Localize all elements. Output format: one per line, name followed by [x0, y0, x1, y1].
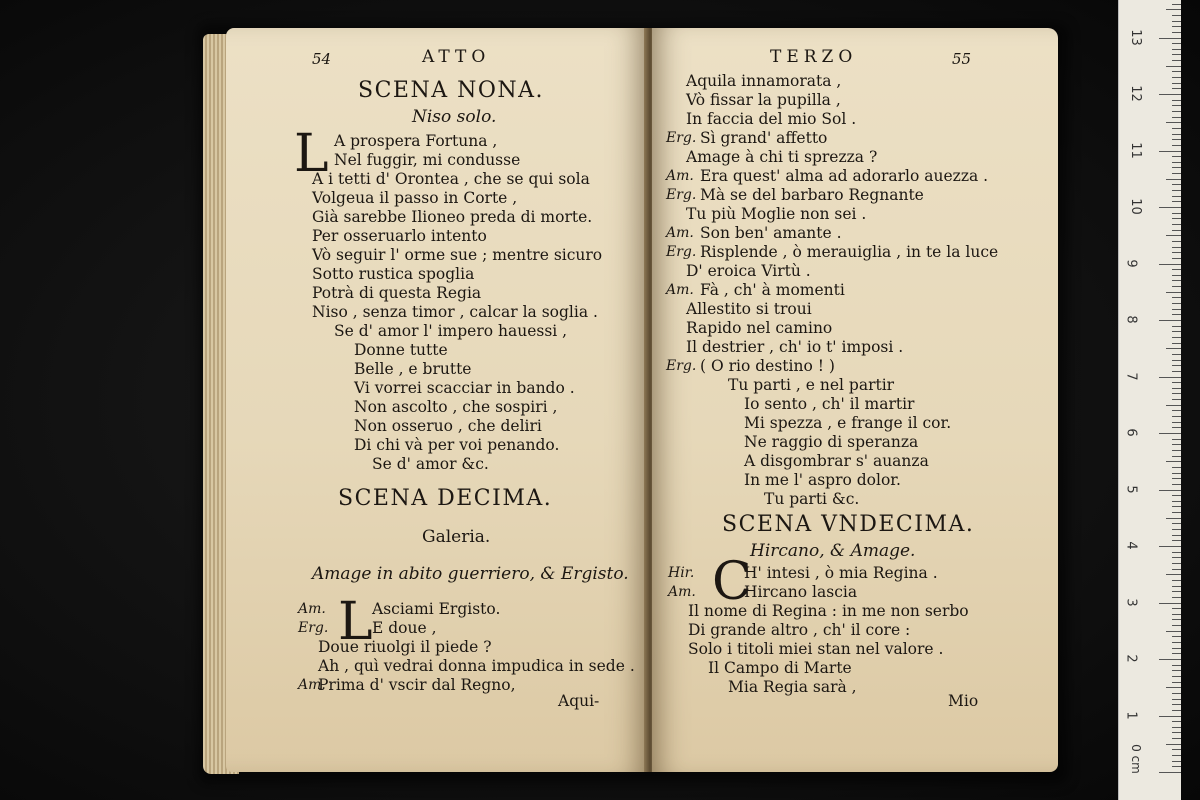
verse-line: Vò seguir l' orme sue ; mentre sicuro [312, 246, 603, 264]
ruler-tick [1172, 766, 1181, 767]
ruler-tick [1172, 506, 1181, 507]
scene-eleven-title: SCENA VNDECIMA. [722, 512, 975, 537]
ruler-tick [1166, 179, 1181, 180]
ruler-tick [1166, 518, 1181, 519]
ruler-tick [1172, 699, 1181, 700]
ruler-tick [1172, 196, 1181, 197]
verse-line: A i tetti d' Orontea , che se qui sola [312, 170, 590, 188]
ruler-tick [1172, 557, 1181, 558]
ruler-tick [1159, 546, 1181, 547]
ruler-tick [1172, 410, 1181, 411]
dialogue-line: Hircano lascia [744, 583, 858, 601]
verse-line: Non ascolto , che sospiri , [354, 398, 558, 416]
dialogue-line: Amage à chi ti sprezza ? [686, 148, 878, 166]
ruler-tick [1159, 38, 1181, 39]
ruler-tick [1172, 382, 1181, 383]
ruler-tick [1172, 552, 1181, 553]
ruler-tick [1172, 704, 1181, 705]
ruler-tick [1172, 625, 1181, 626]
ruler-tick [1172, 365, 1181, 366]
ruler-tick [1172, 416, 1181, 417]
verse-line: Donne tutte [354, 341, 448, 359]
ruler-tick [1159, 151, 1181, 152]
ruler-tick [1172, 100, 1181, 101]
ruler-tick [1172, 580, 1181, 581]
dialogue-line: Tu parti &c. [764, 490, 860, 508]
speaker-label: Erg. [666, 187, 697, 203]
verse-line: Potrà di questa Regia [312, 284, 482, 302]
drop-cap-scene-nine: L [294, 124, 329, 184]
speaker-label: Am. [666, 282, 694, 298]
ruler-tick [1172, 642, 1181, 643]
ruler-tick [1172, 761, 1181, 762]
ruler-tick [1159, 94, 1181, 95]
speaker-label: Am. [298, 601, 326, 617]
ruler-tick [1159, 377, 1181, 378]
ruler-tick [1172, 676, 1181, 677]
speaker-label: Am. [298, 677, 326, 693]
ruler-tick [1172, 77, 1181, 78]
page-number-left: 54 [312, 50, 332, 68]
ruler-tick [1172, 586, 1181, 587]
verse-line: Per osseruarlo intento [312, 227, 487, 245]
dialogue-line: Il destrier , ch' io t' imposi . [686, 338, 904, 356]
ruler-number: 7 [1123, 371, 1139, 381]
dialogue-line: Solo i titoli miei stan nel valore . [688, 640, 944, 658]
right-page [652, 28, 1058, 772]
verse-line: Niso , senza timor , calcar la soglia . [312, 303, 598, 321]
verse-line: Sotto rustica spoglia [312, 265, 475, 283]
ruler-number: 3 [1123, 597, 1139, 607]
ruler-tick [1172, 749, 1181, 750]
ruler-tick [1172, 252, 1181, 253]
ruler-tick [1166, 405, 1181, 406]
catchword-left: Aqui- [558, 692, 600, 710]
ruler-tick [1172, 444, 1181, 445]
verse-line: Nel fuggir, mi condusse [334, 151, 521, 169]
ruler-tick [1159, 716, 1181, 717]
dialogue-line: Tu parti , e nel partir [728, 376, 895, 394]
page-number-right: 55 [952, 50, 972, 68]
ruler-tick [1172, 495, 1181, 496]
ruler-tick [1166, 9, 1181, 10]
ruler-tick [1172, 755, 1181, 756]
verse-line: Belle , e brutte [354, 360, 472, 378]
dialogue-line: In faccia del mio Sol . [686, 110, 857, 128]
speaker-label: Hir. [668, 565, 695, 581]
verse-line: A prospera Fortuna , [334, 132, 498, 150]
ruler-tick [1166, 66, 1181, 67]
ruler-tick [1172, 427, 1181, 428]
ruler-tick [1172, 665, 1181, 666]
ruler-number: 2 [1123, 654, 1139, 663]
ruler-tick [1172, 49, 1181, 50]
ruler-unit: 0 cm [1128, 744, 1143, 774]
ruler-tick [1166, 348, 1181, 349]
ruler-tick [1172, 591, 1181, 592]
dialogue-line: Risplende , ò merauiglia , in te la luce [700, 243, 999, 261]
dialogue-line: H' intesi , ò mia Regina . [744, 564, 938, 582]
ruler-tick [1172, 297, 1181, 298]
ruler-number: 12 [1127, 85, 1143, 102]
ruler-tick [1172, 529, 1181, 530]
ruler-tick [1172, 184, 1181, 185]
ruler-tick [1172, 134, 1181, 135]
ruler-tick [1172, 614, 1181, 615]
ruler-tick [1166, 122, 1181, 123]
ruler-tick [1172, 241, 1181, 242]
ruler-tick [1172, 32, 1181, 33]
ruler-tick [1159, 603, 1181, 604]
ruler-tick [1172, 648, 1181, 649]
dialogue-line: E doue , [372, 619, 437, 637]
ruler-tick [1172, 54, 1181, 55]
ruler-tick [1159, 264, 1181, 265]
ruler-tick [1172, 619, 1181, 620]
ruler-tick [1172, 393, 1181, 394]
ruler-number: 8 [1123, 315, 1139, 324]
ruler-tick [1172, 15, 1181, 16]
ruler-tick [1172, 88, 1181, 89]
ruler-number: 5 [1123, 484, 1139, 494]
ruler-tick [1172, 258, 1181, 259]
ruler-tick [1172, 710, 1181, 711]
scene-nine-subtitle: Niso solo. [412, 107, 497, 127]
ruler-number: 11 [1127, 141, 1143, 159]
ruler-number: 10 [1127, 198, 1143, 215]
ruler-tick [1172, 213, 1181, 214]
dialogue-line: Il Campo di Marte [708, 659, 852, 677]
running-head-left: ATTO [422, 47, 491, 67]
ruler-tick [1159, 433, 1181, 434]
ruler-tick [1172, 473, 1181, 474]
speaker-label: Am. [666, 168, 694, 184]
ruler-number: 13 [1127, 28, 1143, 46]
dialogue-line: Vò fissar la pupilla , [686, 91, 841, 109]
ruler-tick [1166, 292, 1181, 293]
dialogue-line: Era quest' alma ad adorarlo auezza . [700, 167, 989, 185]
verse-line: Se d' amor &c. [372, 455, 489, 473]
ruler-tick [1172, 314, 1181, 315]
verse-line: Volgeua il passo in Corte , [312, 189, 518, 207]
ruler-number: 9 [1123, 258, 1139, 268]
dialogue-line: Allestito si troui [686, 300, 812, 318]
dialogue-line: Prima d' vscir dal Regno, [318, 676, 516, 694]
ruler-tick [1166, 631, 1181, 632]
verse-line: Di chi và per voi penando. [354, 436, 560, 454]
ruler-tick [1172, 636, 1181, 637]
dialogue-line: Io sento , ch' il martir [744, 395, 915, 413]
ruler-number: 6 [1123, 428, 1139, 437]
ruler-tick [1159, 659, 1181, 660]
ruler-tick [1172, 117, 1181, 118]
ruler-tick [1172, 597, 1181, 598]
dialogue-line: In me l' aspro dolor. [744, 471, 901, 489]
ruler-tick [1172, 540, 1181, 541]
ruler-tick [1172, 608, 1181, 609]
ruler-tick [1172, 309, 1181, 310]
ruler-tick [1172, 60, 1181, 61]
ruler-tick [1159, 207, 1181, 208]
ruler-tick [1172, 21, 1181, 22]
verse-line: Se d' amor l' impero hauessi , [334, 322, 568, 340]
ruler-tick [1172, 218, 1181, 219]
dialogue-line: Ah , quì vedrai donna impudica in sede . [318, 657, 635, 675]
ruler-tick [1172, 399, 1181, 400]
dialogue-line: Di grande altro , ch' il core : [688, 621, 911, 639]
dialogue-line: Aquila innamorata , [686, 72, 842, 90]
dialogue-line: Mia Regia sarà , [728, 678, 857, 696]
ruler-tick [1166, 574, 1181, 575]
dialogue-line: Sì grand' affetto [700, 129, 828, 147]
ruler-tick [1172, 128, 1181, 129]
ruler-tick [1172, 388, 1181, 389]
ruler-tick [1172, 721, 1181, 722]
ruler-tick [1172, 280, 1181, 281]
speaker-label: Am. [668, 584, 696, 600]
ruler-tick [1172, 563, 1181, 564]
drop-cap-scene-ten: L [338, 592, 373, 652]
ruler-tick [1172, 732, 1181, 733]
ruler-tick [1172, 738, 1181, 739]
ruler-tick [1172, 331, 1181, 332]
ruler-number: 1 [1123, 710, 1139, 720]
ruler-tick [1159, 772, 1181, 773]
ruler-tick [1172, 139, 1181, 140]
catchword-right: Mio [948, 692, 979, 710]
ruler-tick [1172, 439, 1181, 440]
scene-ten-title: SCENA DECIMA. [338, 486, 553, 511]
dialogue-line: Son ben' amante . [700, 224, 842, 242]
ruler-tick [1172, 450, 1181, 451]
dialogue-line: Il nome di Regina : in me non serbo [688, 602, 969, 620]
ruler-tick [1172, 693, 1181, 694]
ruler-tick [1172, 682, 1181, 683]
ruler-tick [1172, 190, 1181, 191]
ruler-tick [1172, 326, 1181, 327]
dialogue-line: Mà se del barbaro Regnante [700, 186, 924, 204]
ruler-tick [1172, 167, 1181, 168]
ruler-tick [1159, 490, 1181, 491]
ruler-tick [1172, 523, 1181, 524]
ruler-tick [1172, 484, 1181, 485]
ruler-tick [1166, 687, 1181, 688]
ruler-tick [1172, 224, 1181, 225]
ruler-tick [1172, 162, 1181, 163]
ruler-tick [1172, 26, 1181, 27]
ruler-tick [1172, 173, 1181, 174]
speaker-label: Erg. [666, 244, 697, 260]
dialogue-line: Tu più Moglie non sei . [686, 205, 867, 223]
ruler-tick [1166, 461, 1181, 462]
speaker-label: Erg. [666, 358, 697, 374]
speaker-label: Erg. [298, 620, 329, 636]
ruler-tick [1172, 83, 1181, 84]
scene-eleven-characters: Hircano, & Amage. [750, 541, 916, 561]
ruler-tick [1172, 467, 1181, 468]
ruler-tick [1172, 653, 1181, 654]
ruler-tick [1172, 43, 1181, 44]
ruler-number: 4 [1123, 541, 1139, 550]
ruler-tick [1172, 360, 1181, 361]
ruler-tick [1172, 4, 1181, 5]
ruler-tick [1172, 303, 1181, 304]
ruler-tick [1172, 111, 1181, 112]
running-head-right: TERZO [770, 47, 858, 67]
dialogue-line: Doue riuolgi il piede ? [318, 638, 492, 656]
speaker-label: Am. [666, 225, 694, 241]
ruler-tick [1172, 105, 1181, 106]
ruler-tick [1172, 371, 1181, 372]
dialogue-line: Rapido nel camino [686, 319, 833, 337]
ruler-tick [1172, 230, 1181, 231]
dialogue-line: ( O rio destino ! ) [700, 357, 835, 375]
ruler-tick [1172, 156, 1181, 157]
ruler-tick [1172, 670, 1181, 671]
dialogue-line: Ne raggio di speranza [744, 433, 919, 451]
drop-cap-scene-eleven: C [712, 552, 752, 612]
scene-nine-title: SCENA NONA. [358, 78, 545, 103]
ruler-tick [1172, 201, 1181, 202]
dialogue-line: Mi spezza , e frange il cor. [744, 414, 952, 432]
verse-line: Non osseruo , che deliri [354, 417, 542, 435]
ruler-tick [1172, 456, 1181, 457]
ruler-tick [1172, 247, 1181, 248]
ruler-tick [1172, 343, 1181, 344]
left-page [226, 28, 648, 772]
ruler-tick [1172, 478, 1181, 479]
ruler-tick [1172, 512, 1181, 513]
verse-line: Vi vorrei scacciar in bando . [354, 379, 575, 397]
ruler-tick [1172, 286, 1181, 287]
ruler-tick [1172, 422, 1181, 423]
ruler-tick [1172, 354, 1181, 355]
scene-ten-characters: Amage in abito guerriero, & Ergisto. [312, 564, 629, 584]
ruler-tick [1172, 269, 1181, 270]
ruler-tick [1166, 235, 1181, 236]
measuring-ruler [1118, 0, 1181, 800]
ruler-tick [1172, 337, 1181, 338]
dialogue-line: Fà , ch' à momenti [700, 281, 845, 299]
dialogue-line: A disgombrar s' auanza [744, 452, 929, 470]
scene-ten-place: Galeria. [422, 527, 491, 547]
ruler-tick [1159, 320, 1181, 321]
speaker-label: Erg. [666, 130, 697, 146]
ruler-tick [1172, 727, 1181, 728]
dialogue-line: D' eroica Virtù . [686, 262, 811, 280]
ruler-tick [1172, 535, 1181, 536]
ruler-tick [1172, 569, 1181, 570]
ruler-tick [1172, 275, 1181, 276]
ruler-tick [1172, 501, 1181, 502]
dialogue-line: Asciami Ergisto. [372, 600, 501, 618]
ruler-tick [1172, 71, 1181, 72]
ruler-tick [1166, 744, 1181, 745]
ruler-tick [1172, 145, 1181, 146]
verse-line: Già sarebbe Ilioneo preda di morte. [312, 208, 593, 226]
